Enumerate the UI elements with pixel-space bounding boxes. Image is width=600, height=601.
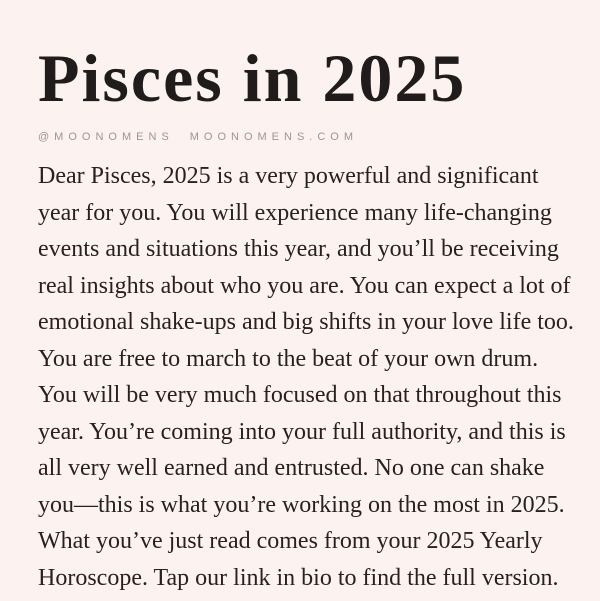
body-line: You will be very much focused on that throughout this <box>38 382 562 408</box>
body-line: You are free to march to the beat of your own drum. <box>38 345 539 372</box>
byline <box>38 131 580 143</box>
body-line: year for you. You will experience many life-changing <box>38 199 552 226</box>
instagram-handle: @MOONOMENS <box>38 131 174 143</box>
body-line: real insights about who you are. You can expect a lot of <box>38 272 571 299</box>
body-line: What you’ve just read comes from your 2025 Yearly <box>38 528 543 554</box>
body-line: Dear Pisces, 2025 is a very powerful and significant <box>38 163 539 189</box>
body-line: all very well earned and entrusted. No one can shake <box>38 455 545 481</box>
body-line: Horoscope. Tap our link in bio to find the full version. <box>38 564 559 591</box>
body-line: year. You’re coming into your full authority, and this is <box>38 418 566 445</box>
website-url: MOONOMENS.COM <box>189 131 359 143</box>
page-title: Pisces in 2025 <box>38 40 467 116</box>
horoscope-text <box>38 158 580 596</box>
body-line: you—this is what you’re working on the most in 2025. <box>38 491 565 518</box>
body-line: events and situations this year, and you’ll be receiving <box>38 236 559 262</box>
body-line: emotional shake-ups and big shifts in your love life too. <box>38 309 574 335</box>
